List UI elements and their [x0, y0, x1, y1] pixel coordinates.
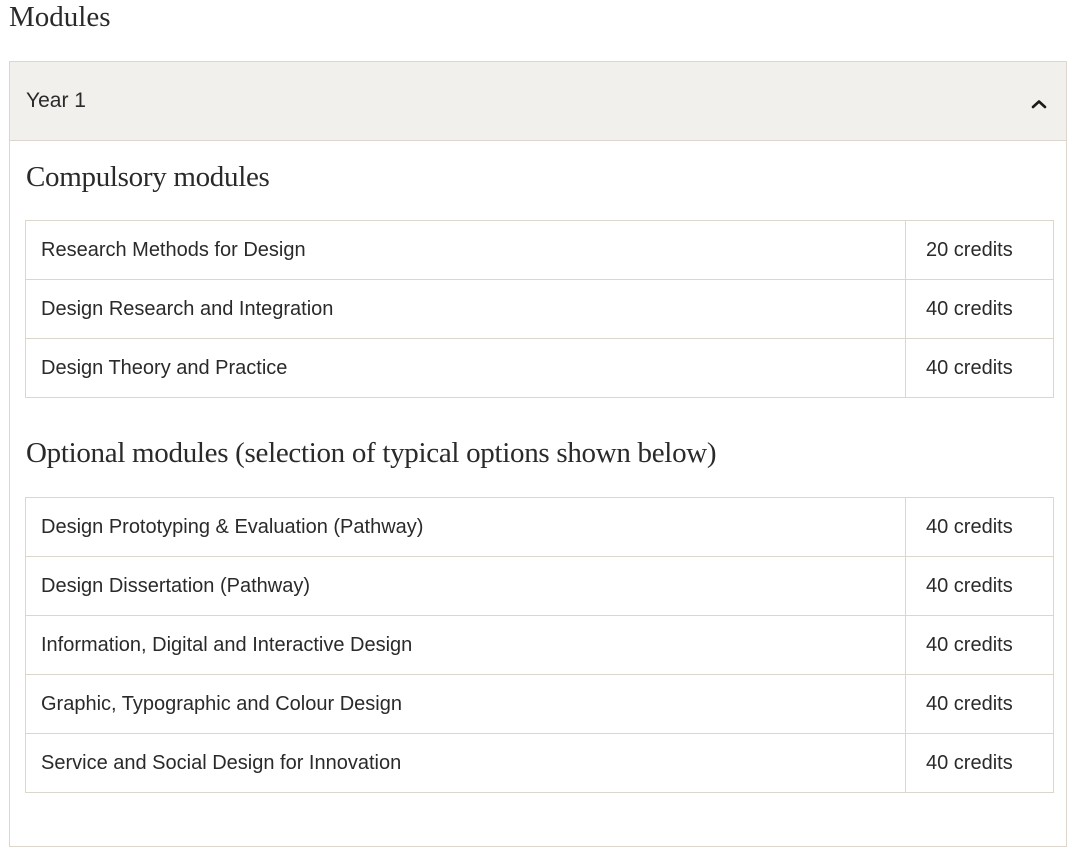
module-name: Design Dissertation (Pathway) — [26, 557, 906, 616]
optional-heading: Optional modules (selection of typical options shown below) — [26, 437, 717, 469]
module-credits: 40 credits — [906, 339, 1054, 398]
module-name: Research Methods for Design — [26, 221, 906, 280]
table-row — [26, 498, 1054, 557]
page-title: Modules — [9, 1, 111, 33]
module-credits: 20 credits — [906, 221, 1054, 280]
year-1-toggle[interactable] — [10, 62, 1066, 141]
compulsory-heading: Compulsory modules — [26, 161, 270, 193]
module-name: Information, Digital and Interactive Design — [26, 616, 906, 675]
table-row — [26, 675, 1054, 734]
optional-modules-table — [25, 497, 1054, 793]
year-accordion — [9, 61, 1067, 847]
table-row — [26, 616, 1054, 675]
table-row — [26, 280, 1054, 339]
table-row — [26, 734, 1054, 793]
module-name: Design Theory and Practice — [26, 339, 906, 398]
module-credits: 40 credits — [906, 557, 1054, 616]
table-row — [26, 221, 1054, 280]
module-credits: 40 credits — [906, 616, 1054, 675]
module-name: Design Research and Integration — [26, 280, 906, 339]
module-credits: 40 credits — [906, 498, 1054, 557]
compulsory-modules-table — [25, 220, 1054, 398]
module-name: Design Prototyping & Evaluation (Pathway) — [26, 498, 906, 557]
module-credits: 40 credits — [906, 280, 1054, 339]
chevron-up-icon[interactable] — [1028, 93, 1050, 115]
year-label: Year 1 — [26, 89, 86, 112]
module-name: Service and Social Design for Innovation — [26, 734, 906, 793]
table-row — [26, 557, 1054, 616]
table-row — [26, 339, 1054, 398]
module-name: Graphic, Typographic and Colour Design — [26, 675, 906, 734]
module-credits: 40 credits — [906, 675, 1054, 734]
module-credits: 40 credits — [906, 734, 1054, 793]
